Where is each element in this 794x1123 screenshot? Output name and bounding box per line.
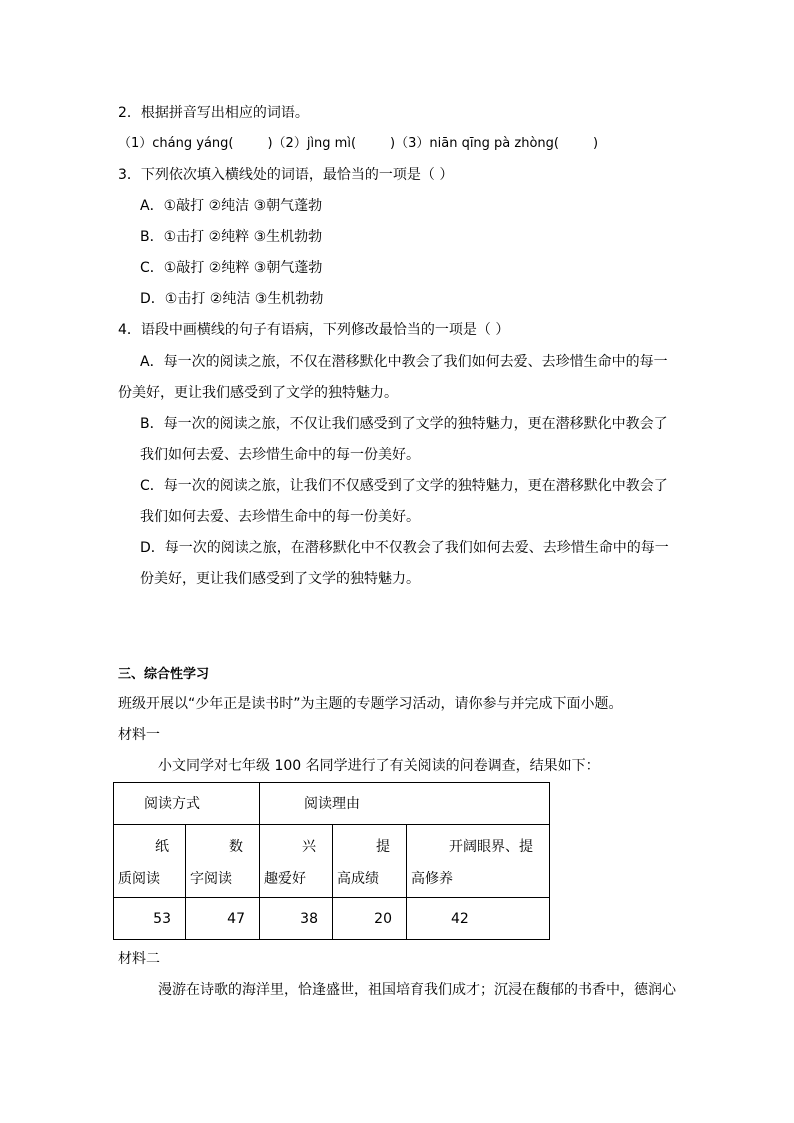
header-reading-reason: 阅读理由: [260, 783, 550, 825]
q2-item-4: ): [592, 136, 599, 151]
q4-option-c-line1[interactable]: C．每一次的阅读之旅，让我们不仅感受到了文学的独特魅力，更在潜移默化中教会了: [140, 478, 668, 494]
q4-option-b-line1[interactable]: B．每一次的阅读之旅，不仅让我们感受到了文学的独特魅力，更在潜移默化中教会了: [140, 416, 668, 432]
q2-item-1: （1）cháng yáng(: [118, 136, 234, 151]
q4-title: 4．语段中画横线的句子有语病，下列修改最恰当的一项是（ ）: [118, 322, 510, 338]
col-interest: 兴 趣爱好: [260, 825, 333, 898]
material1-text: 小文同学对七年级 100 名同学进行了有关阅读的问卷调查，结果如下：: [158, 758, 600, 774]
col-paper: 纸 质阅读: [114, 825, 186, 898]
material2-text: 漫游在诗歌的海洋里，恰逢盛世，祖国培育我们成才；沉浸在馥郁的书香中，德润心: [158, 982, 676, 998]
q2-item-3: )（3）niān qīng pà zhòng(: [390, 136, 559, 151]
value-interest: 38: [260, 898, 333, 940]
q3-option-c[interactable]: C．①敲打 ②纯粹 ③朝气蓬勃: [140, 260, 323, 276]
q4-option-b-line2: 我们如何去爱、去珍惜生命中的每一份美好。: [140, 447, 420, 463]
col-digital: 数 字阅读: [186, 825, 260, 898]
q2-pinyin-row: [118, 134, 598, 154]
q4-option-c-line2: 我们如何去爱、去珍惜生命中的每一份美好。: [140, 509, 420, 525]
value-horizon: 42: [407, 898, 550, 940]
q3-option-b[interactable]: B．①击打 ②纯粹 ③生机勃勃: [140, 229, 323, 245]
col-horizon: 开阔眼界、提 高修养: [407, 825, 550, 898]
survey-table: [113, 782, 550, 940]
q3-option-a[interactable]: A．①敲打 ②纯洁 ③朝气蓬勃: [140, 198, 323, 214]
header-reading-method: 阅读方式: [114, 783, 260, 825]
value-grades: 20: [333, 898, 407, 940]
material2-label: 材料二: [118, 951, 160, 967]
q2-item-2: )（2）jìng mì(: [267, 136, 357, 151]
q4-option-a-line2: 份美好，更让我们感受到了文学的独特魅力。: [118, 385, 398, 401]
q3-title: 3．下列依次填入横线处的词语，最恰当的一项是（ ）: [118, 167, 454, 183]
value-paper: 53: [114, 898, 186, 940]
section-heading: 三、综合性学习: [118, 667, 210, 682]
q4-option-a-line1[interactable]: A．每一次的阅读之旅，不仅在潜移默化中教会了我们如何去爱、去珍惜生命中的每一: [140, 354, 668, 370]
q4-option-d-line1[interactable]: D．每一次的阅读之旅，在潜移默化中不仅教会了我们如何去爱、去珍惜生命中的每一: [140, 540, 669, 556]
q2-title: 2．根据拼音写出相应的词语。: [118, 105, 309, 121]
value-digital: 47: [186, 898, 260, 940]
q4-option-d-line2: 份美好，更让我们感受到了文学的独特魅力。: [140, 571, 420, 587]
col-grades: 提 高成绩: [333, 825, 407, 898]
section-intro: 班级开展以“少年正是读书时”为主题的专题学习活动，请你参与并完成下面小题。: [118, 696, 623, 712]
q3-option-d[interactable]: D．①击打 ②纯洁 ③生机勃勃: [140, 291, 324, 307]
table-header-row: [114, 783, 550, 825]
table-subheader-row: [114, 825, 550, 898]
table-row: [114, 898, 550, 940]
material1-label: 材料一: [118, 727, 160, 743]
